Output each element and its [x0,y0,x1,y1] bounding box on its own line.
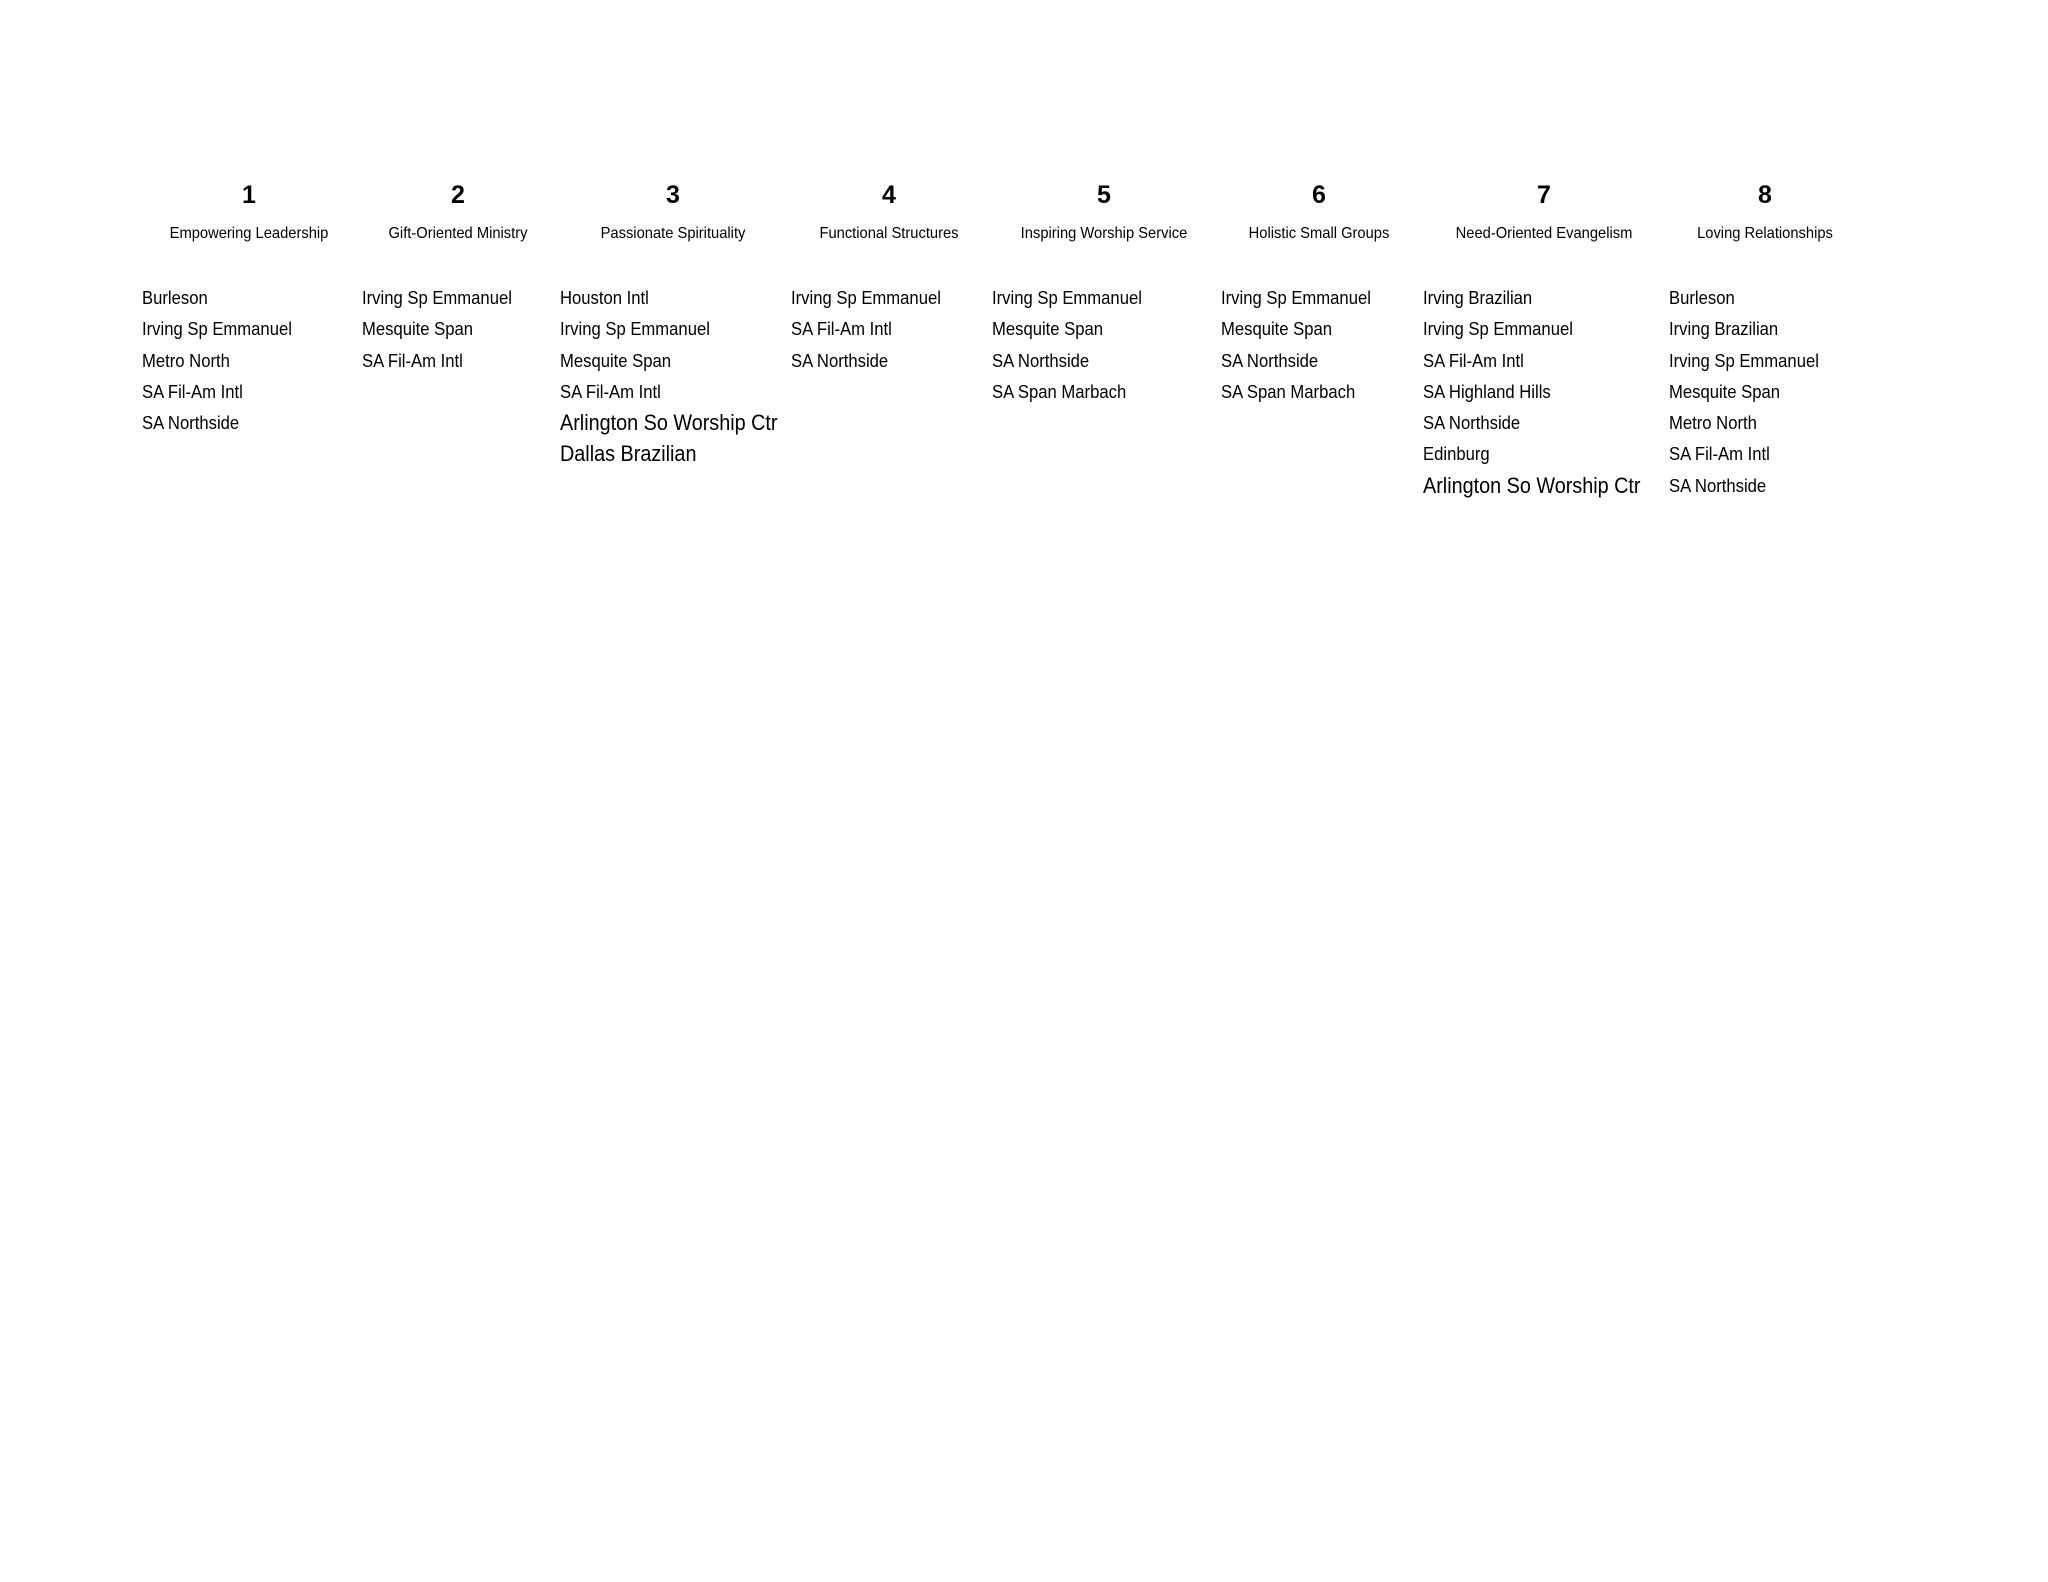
list-item: Irving Sp Emmanuel [791,287,941,308]
list-item: Irving Brazilian [1669,318,1779,340]
list-item: Irving Brazilian [1423,287,1533,308]
column-number: 7 [1537,181,1551,209]
list-item: SA Fil-Am Intl [1669,443,1770,465]
list-item: SA Fil-Am Intl [1423,349,1524,371]
column-category: Inspiring Worship Service [1020,225,1188,242]
list-item: Arlington So Worship Ctr [560,410,778,436]
column-number: 1 [242,181,256,209]
list-item: SA Fil-Am Intl [560,380,661,402]
list-item: Mesquite Span [1669,380,1781,402]
list-item: Irving Sp Emmanuel [1423,318,1573,340]
list-item: SA Fil-Am Intl [142,380,243,402]
list-item: SA Northside [1669,474,1767,496]
church-list [362,282,529,376]
column-number: 6 [1312,181,1326,209]
church-list [142,282,309,438]
list-item: Houston Intl [560,287,649,308]
list-item: Metro North [142,349,230,371]
column-category: Empowering Leadership [169,225,329,242]
list-item: SA Northside [142,412,240,434]
column-number: 3 [666,181,680,209]
church-list [791,282,958,376]
column-number: 2 [451,181,465,209]
list-item: Irving Sp Emmanuel [1221,287,1371,308]
column-category: Holistic Small Groups [1248,225,1390,242]
list-item: Burleson [142,287,208,308]
list-item: Irving Sp Emmanuel [992,287,1142,308]
list-item: Mesquite Span [992,318,1104,340]
list-item: SA Highland Hills [1423,380,1551,402]
list-item: Irving Sp Emmanuel [560,318,710,340]
church-list [1669,282,1836,501]
list-item: SA Fil-Am Intl [791,318,892,340]
list-item: Arlington So Worship Ctr [1423,472,1641,498]
list-item: Burleson [1669,287,1735,308]
list-item: SA Span Marbach [1221,380,1356,402]
column-category: Passionate Spirituality [600,225,746,242]
list-item: Mesquite Span [560,349,672,371]
list-item: Metro North [1669,412,1757,434]
column-category: Functional Structures [819,225,959,242]
list-item: Edinburg [1423,443,1490,465]
column-category: Loving Relationships [1697,225,1833,242]
church-list [992,282,1159,407]
list-item: SA Northside [992,349,1090,371]
list-item: SA Fil-Am Intl [362,349,463,371]
list-item: Dallas Brazilian [560,441,697,467]
column-number: 8 [1758,181,1772,209]
list-item: SA Span Marbach [992,380,1127,402]
church-list [1221,282,1388,407]
list-item: Irving Sp Emmanuel [1669,349,1819,371]
list-item: Irving Sp Emmanuel [362,287,512,308]
list-item: Mesquite Span [362,318,474,340]
list-item: Mesquite Span [1221,318,1333,340]
list-item: SA Northside [791,349,889,371]
list-item: SA Northside [1423,412,1521,434]
church-list [560,282,802,470]
column-category: Gift-Oriented Ministry [388,225,528,242]
church-list [1423,282,1665,501]
list-item: Irving Sp Emmanuel [142,318,292,340]
column-number: 4 [882,181,896,209]
column-number: 5 [1097,181,1111,209]
list-item: SA Northside [1221,349,1319,371]
column-category: Need-Oriented Evangelism [1455,225,1633,242]
